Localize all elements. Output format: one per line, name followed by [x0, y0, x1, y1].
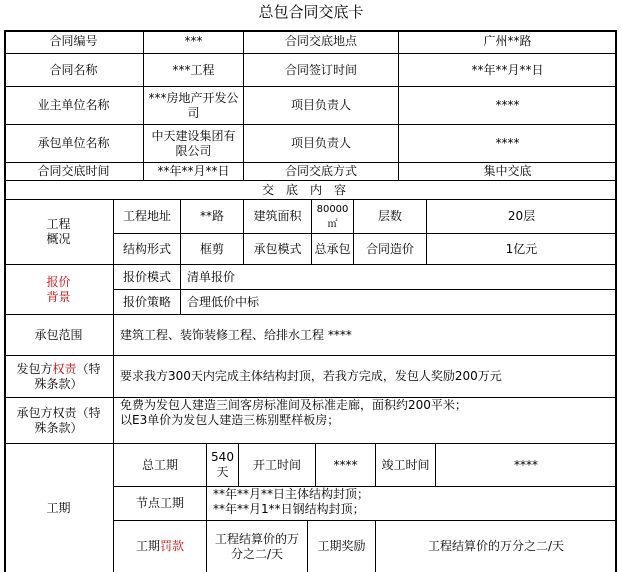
node-duration-value — [207, 487, 617, 521]
contractor-rights-line2: 以E3单价为发包人建造三栋别墅样板房； — [120, 413, 340, 427]
scope-value: 建筑工程、装饰装修工程、给排水工程 **** — [114, 315, 617, 356]
quote-label — [4, 265, 114, 315]
address-value: **路 — [181, 200, 244, 234]
mode-label: 承包模式 — [244, 234, 312, 265]
cost-label: 合同造价 — [354, 234, 427, 265]
contractor-rights-value — [114, 398, 617, 444]
mode-value: 总承包 — [312, 234, 354, 265]
brief-mode-value: 集中交底 — [399, 163, 617, 181]
owner-label: 业主单位名称 — [4, 87, 144, 125]
brief-mode-label: 合同交底方式 — [244, 163, 399, 181]
end-time-label: 竣工时间 — [376, 444, 436, 487]
overview-label-line2: 概况 — [46, 232, 71, 246]
quote-mode-label: 报价模式 — [114, 265, 181, 290]
total-duration-value: 540天 — [207, 444, 239, 487]
brief-place-value: 广州**路 — [399, 30, 617, 54]
structure-value: 框剪 — [181, 234, 244, 265]
owner-pm-label: 项目负责人 — [244, 87, 399, 125]
bonus-label: 工期奖励 — [308, 521, 376, 572]
schedule-label: 工期 — [4, 444, 114, 572]
owner-rights-label-pre: 发包方 — [16, 361, 53, 376]
contract-name-label: 合同名称 — [4, 54, 144, 87]
owner-rights-label — [4, 356, 114, 398]
total-duration-label: 总工期 — [114, 444, 207, 487]
sign-time-label: 合同签订时间 — [244, 54, 399, 87]
contract-no-label: 合同编号 — [4, 30, 144, 54]
area-label: 建筑面积 — [244, 200, 312, 234]
owner-rights-label-post: （特殊条款） — [34, 361, 101, 391]
structure-label: 结构形式 — [114, 234, 181, 265]
contract-name-value: ***工程 — [144, 54, 244, 87]
brief-time-label: 合同交底时间 — [4, 163, 144, 181]
contractor-rights-line1: 免费为发包人建造三间客房标准间及标准走廊，面积约200平米； — [120, 398, 467, 412]
start-time-value: **** — [316, 444, 376, 487]
contractor-rights-label: 承包方权责（特殊条款） — [4, 398, 114, 444]
section-heading: 交底内容 — [4, 181, 617, 200]
contractor-pm-value: **** — [399, 125, 617, 163]
bonus-value: 工程结算价的万分之二/天 — [376, 521, 617, 572]
owner-pm-value: **** — [399, 87, 617, 125]
floors-label: 层数 — [354, 200, 427, 234]
owner-value: ***房地产开发公司 — [144, 87, 244, 125]
scope-label: 承包范围 — [4, 315, 114, 356]
sign-time-value: **年**月**日 — [399, 54, 617, 87]
penalty-label-pre: 工期 — [135, 539, 160, 553]
document-title: 总包合同交底卡 — [258, 3, 364, 21]
overview-label — [4, 200, 114, 265]
quote-label-line2: 背景 — [46, 289, 71, 304]
quote-strategy-label: 报价策略 — [114, 290, 181, 315]
floors-value: 20层 — [427, 200, 617, 234]
contractor-pm-label: 项目负责人 — [244, 125, 399, 163]
brief-place-label: 合同交底地点 — [244, 30, 399, 54]
quote-label-line1: 报价 — [46, 274, 71, 289]
penalty-label-red: 罚款 — [160, 539, 185, 553]
quote-mode-value: 清单报价 — [181, 265, 617, 290]
end-time-value: **** — [436, 444, 617, 487]
brief-time-value: **年**月**日 — [144, 163, 244, 181]
owner-rights-value: 要求我方300天内完成主体结构封顶，若我方完成，发包人奖励200万元 — [114, 356, 617, 398]
node-line2: **年**月1**日钢结构封顶； — [213, 502, 365, 516]
node-duration-label: 节点工期 — [114, 487, 207, 521]
contractor-label: 承包单位名称 — [4, 125, 144, 163]
area-value: 80000㎡ — [312, 200, 354, 234]
penalty-label — [114, 521, 207, 572]
penalty-value: 工程结算价的万分之二/天 — [207, 521, 308, 572]
contractor-value: 中天建设集团有限公司 — [144, 125, 244, 163]
overview-label-line1: 工程 — [46, 217, 71, 231]
cost-value: 1亿元 — [427, 234, 617, 265]
quote-strategy-value: 合理低价中标 — [181, 290, 617, 315]
address-label: 工程地址 — [114, 200, 181, 234]
owner-rights-label-red: 权责 — [52, 361, 77, 376]
start-time-label: 开工时间 — [239, 444, 316, 487]
contract-no-value: *** — [144, 30, 244, 54]
node-line1: **年**月**日主体结构封顶； — [213, 487, 370, 501]
